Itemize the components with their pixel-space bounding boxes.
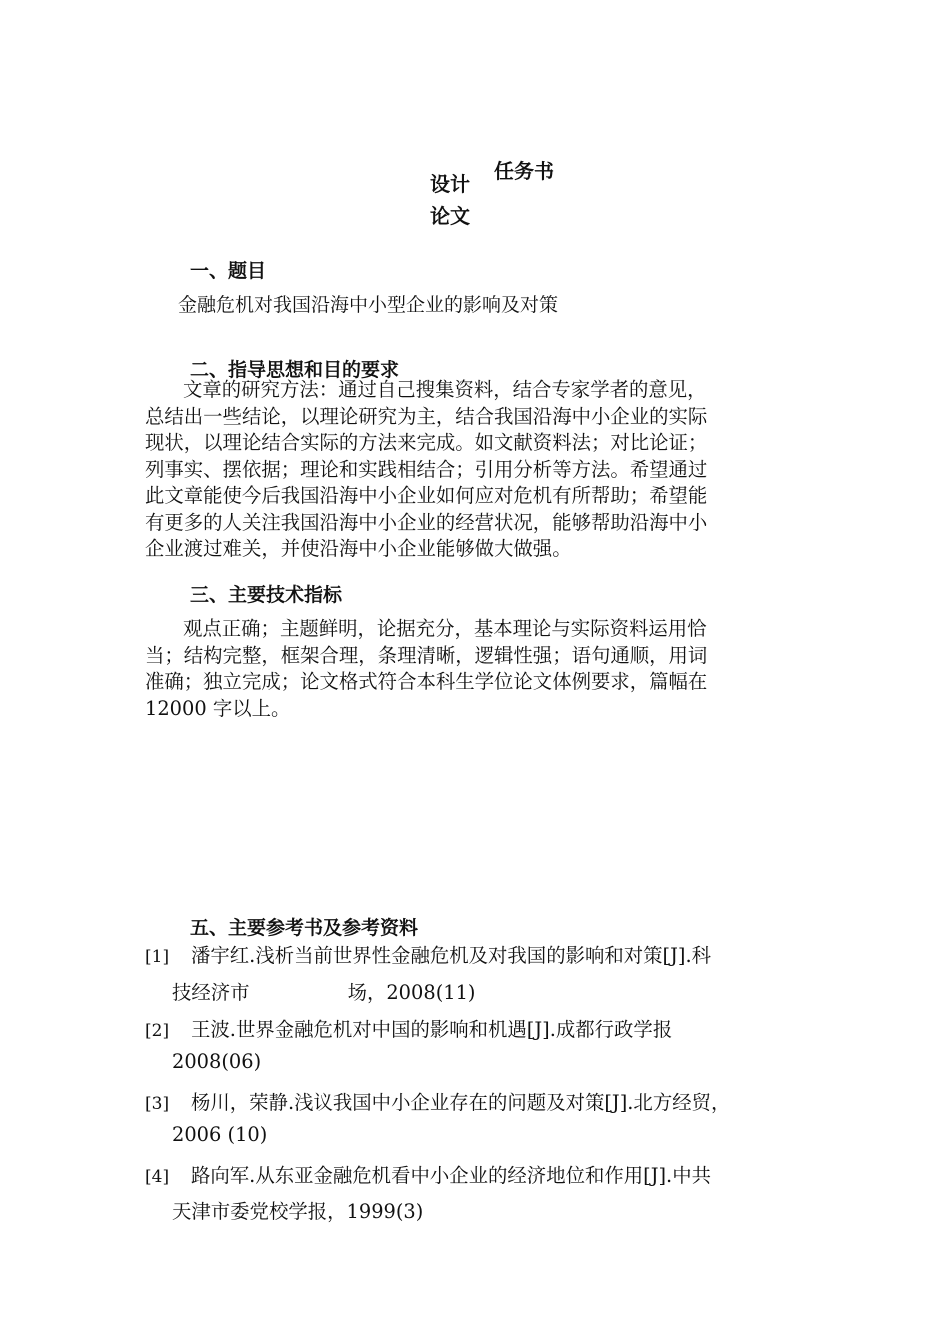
reference-text: 王波.世界金融危机对中国的影响和机遇[J].成都行政学报	[191, 1018, 673, 1041]
section-2-line: 列事实、摆依据；理论和实践相结合；引用分析等方法。希望通过	[145, 457, 708, 481]
section-2-line: 现状，以理论结合实际的方法来完成。如文献资料法；对比论证；	[145, 431, 708, 454]
reference-text: 潘宇红.浅析当前世界性金融危机及对我国的影响和对策[J].科	[191, 944, 711, 967]
section-3-paragraph	[145, 616, 805, 722]
section-2-line: 总结出一些结论，以理论研究为主，结合我国沿海中小企业的实际	[145, 404, 708, 428]
section-3-line: 12000 字以上。	[145, 696, 291, 720]
reference-item-1-cont	[172, 977, 476, 1005]
reference-text: 路向军.从东亚金融危机看中小企业的经济地位和作用[J].中共	[191, 1164, 711, 1187]
section-3-heading: 三、主要技术指标	[190, 584, 343, 606]
section-2-line: 此文章能使今后我国沿海中小企业如何应对危机有所帮助；希望能	[145, 484, 708, 507]
section-2-paragraph	[145, 377, 805, 563]
reference-item-2	[145, 1014, 825, 1042]
title-design: 设计	[430, 172, 470, 196]
reference-item-4	[145, 1160, 825, 1188]
reference-text: 杨川，荣静.浅议我国中小企业存在的问题及对策[J].北方经贸，	[191, 1091, 731, 1114]
section-3-line: 当；结构完整，框架合理，条理清晰，逻辑性强；语句通顺，用词	[145, 643, 708, 667]
section-2-line: 文章的研究方法：通过自己搜集资料，结合专家学者的意见，	[183, 378, 707, 401]
reference-item-2-cont: 2008(06)	[172, 1050, 262, 1073]
reference-item-3-cont: 2006 (10)	[172, 1123, 268, 1146]
section-1-topic: 金融危机对我国沿海中小型企业的影响及对策	[178, 294, 559, 316]
section-1-heading: 一、题目	[190, 260, 267, 282]
reference-item-1	[145, 940, 825, 968]
title-thesis: 论文	[430, 204, 470, 228]
title-task-book: 任务书	[494, 159, 554, 183]
reference-index: [1]	[145, 947, 170, 967]
section-5-heading: 五、主要参考书及参考资料	[190, 917, 419, 939]
reference-text: 技经济市	[172, 981, 250, 1004]
reference-index: [3]	[145, 1094, 170, 1114]
reference-index: [2]	[145, 1021, 170, 1041]
section-3-line: 准确；独立完成；论文格式符合本科生学位论文体例要求，篇幅在	[145, 670, 708, 693]
reference-item-3	[145, 1087, 825, 1115]
section-2-line: 企业渡过难关，并使沿海中小企业能够做大做强。	[145, 537, 572, 560]
section-2-line: 有更多的人关注我国沿海中小企业的经营状况，能够帮助沿海中小	[145, 510, 708, 534]
section-3-line: 观点正确；主题鲜明，论据充分，基本理论与实际资料运用恰	[183, 617, 707, 640]
reference-index: [4]	[145, 1167, 170, 1187]
section-2-heading: 二、指导思想和目的要求	[190, 359, 400, 381]
reference-text: 场，2008(11)	[347, 981, 476, 1004]
reference-item-4-cont: 天津市委党校学报，1999(3)	[172, 1200, 424, 1223]
